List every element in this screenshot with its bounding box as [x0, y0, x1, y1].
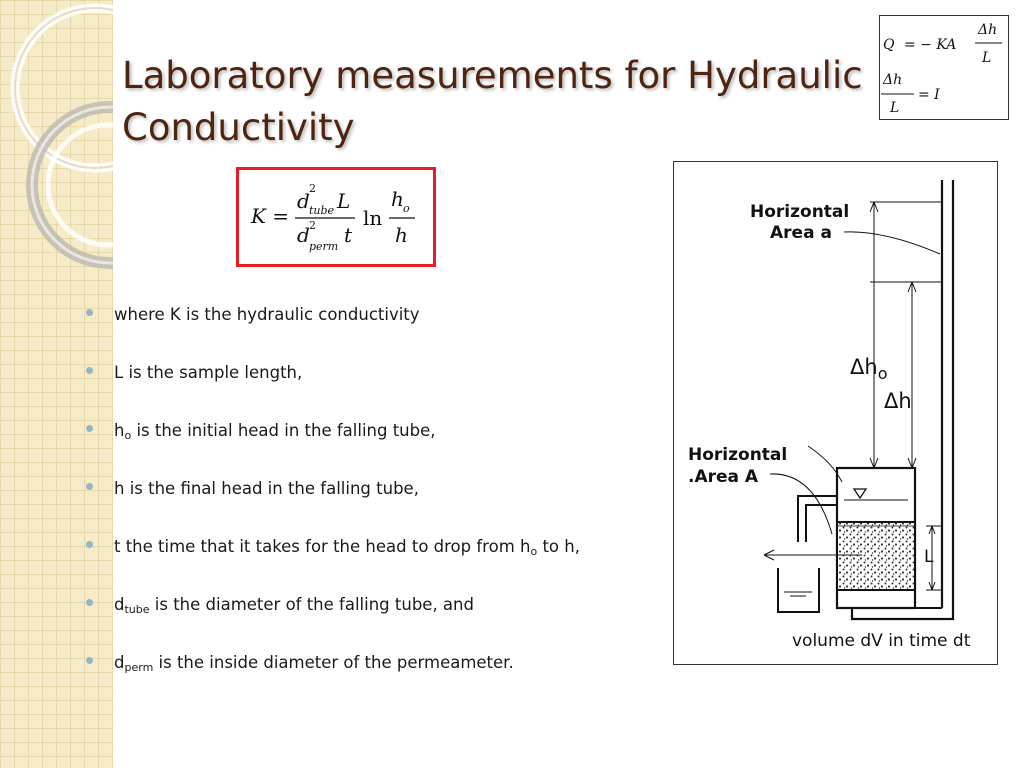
- formula-den-t: t: [344, 223, 353, 247]
- bullet-dot: [86, 367, 93, 374]
- slide-title: Laboratory measurements for Hydraulic Conductivity: [122, 54, 863, 149]
- eq1-numerator: Δh: [978, 22, 998, 38]
- bullet-dot: [86, 309, 93, 316]
- eq1-denominator: L: [982, 50, 992, 66]
- formula-frac-num-sub: o: [403, 202, 410, 215]
- formula-frac-num: h: [391, 187, 404, 211]
- list-item: t the time that it takes for the head to drop from $h_o$ to h,: [86, 528, 580, 586]
- bullet-dot: [86, 541, 93, 548]
- bullet-dot: [86, 657, 93, 664]
- soil-sample: [838, 522, 914, 590]
- eq2-numerator: Δh: [883, 72, 903, 88]
- collection-beaker: [778, 568, 819, 612]
- label-horizontal-area-A-2: .Area A: [688, 467, 759, 487]
- label-horizontal-area-a-1: Horizontal: [750, 202, 850, 222]
- water-level-icon: [854, 489, 866, 498]
- bullet-dot: [86, 483, 93, 490]
- list-item: $d_{perm}$ is the inside diameter of the permeameter.: [86, 644, 580, 702]
- eq1-lhs: Q: [883, 37, 895, 53]
- label-horizontal-area-A-1: Horizontal: [688, 445, 788, 465]
- list-item: $h_o$ is the initial head in the falling tube,: [86, 412, 580, 470]
- list-item: h is the final head in the falling tube,: [86, 470, 580, 528]
- permeameter-diagram: [673, 161, 998, 665]
- eq2-denominator: L: [890, 100, 900, 116]
- label-volume: volume dV in time dt: [792, 631, 971, 651]
- list-item: L is the sample length,: [86, 354, 580, 412]
- formula-frac-den: h: [395, 223, 408, 247]
- formula-num-L: L: [337, 189, 351, 213]
- formula-ln: ln: [363, 206, 383, 230]
- bullet-dot: [86, 599, 93, 606]
- label-delta-ho: $\Delta h_o$: [850, 355, 888, 383]
- list-item: $d_{tube}$ is the diameter of the falling tube, and: [86, 586, 580, 644]
- formula-lhs: K =: [251, 204, 290, 228]
- definition-list: [86, 296, 580, 702]
- label-delta-h: Δh: [884, 389, 912, 413]
- formula-den-d: d: [297, 223, 310, 247]
- list-item: where K is the hydraulic conductivity: [86, 296, 580, 354]
- formula-den-sub: perm: [309, 240, 339, 253]
- eq2-rhs: = I: [918, 87, 940, 103]
- falling-head-formula: [236, 167, 436, 267]
- formula-num-exp: 2: [309, 182, 316, 195]
- label-horizontal-area-a-2: Area a: [770, 223, 832, 243]
- formula-num-sub: tube: [309, 204, 335, 217]
- bullet-dot: [86, 425, 93, 432]
- formula-den-exp: 2: [309, 219, 316, 232]
- eq1-mid: = − KA: [904, 37, 957, 53]
- formula-num-d: d: [297, 189, 310, 213]
- darcy-equations-box: [879, 15, 1009, 120]
- label-sample-length: L: [924, 547, 934, 567]
